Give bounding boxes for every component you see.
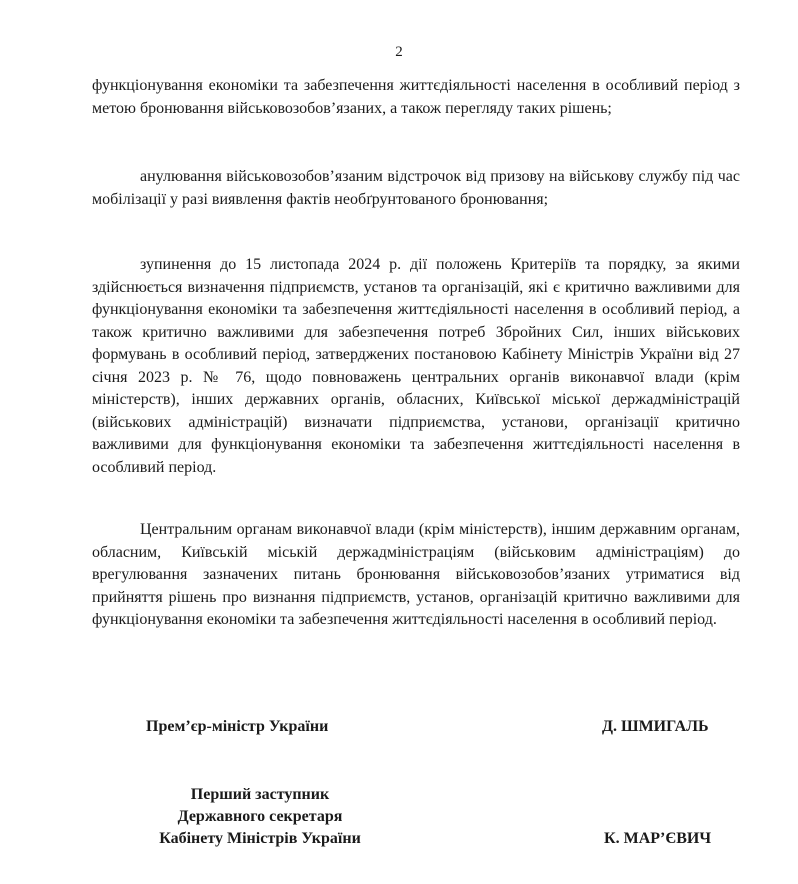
deputy-title-line-2: Державного секретаря [177, 808, 343, 825]
deputy-name: К. МАР’ЄВИЧ [604, 830, 712, 847]
pm-title: Прем’єр-міністр України [146, 718, 329, 735]
paragraph-instruction: Центральним органам виконавчої влади (крім міністерств), іншим державним органам, обласним, Київській міській держадміністраціям (військовим адміністраціям) до врегулювання зазначених питань бронювання військовозобов’язаних утриматися від прийняття рішень про визнання підприємств, установ, організацій критично важливими для функціонування економіки та забезпечення життєдіяльності населення в особливий період. [92, 521, 740, 628]
paragraph-deferral-cancellation: анулювання військовозобов’язаним відстрочок від призову на військову службу під час мобілізації у разі виявлення фактів необґрунтованого бронювання; [92, 168, 740, 208]
page-number: 2 [395, 44, 403, 60]
paragraph-suspension: зупинення до 15 листопада 2024 р. дії положень Критеріїв та порядку, за якими здійснюється визначення підприємств, установ та організацій, які є критично важливими для функціонування економіки та забезпечення життєдіяльності населення в особливий період, а також критично важливими для забезпечення потреб Збройних Сил, інших військових формувань в особливий період, затверджених постановою Кабінету Міністрів України від 27 січня 2023 р. № 76, щодо повноважень центральних органів виконавчої влади (крім міністерств), інших державних органів, обласних, Київської міської держадміністрацій (військових адміністрацій) визначати підприємства, установи, організації критично важливими для функціонування економіки та забезпечення життєдіяльності населення в особливий період. [92, 256, 740, 476]
document-body-2 [92, 166, 740, 211]
document-body [92, 75, 740, 120]
deputy-title-line-3: Кабінету Міністрів України [159, 830, 361, 847]
document-body-4 [92, 519, 740, 632]
paragraph-continuation: функціонування економіки та забезпечення життєдіяльності населення в особливий період з метою бронювання військовозобов’язаних, а також перегляду таких рішень; [92, 77, 740, 117]
pm-name: Д. ШМИГАЛЬ [602, 718, 709, 735]
document-body-3 [92, 254, 740, 479]
deputy-title [120, 784, 400, 850]
deputy-title-line-1: Перший заступник [190, 786, 330, 803]
